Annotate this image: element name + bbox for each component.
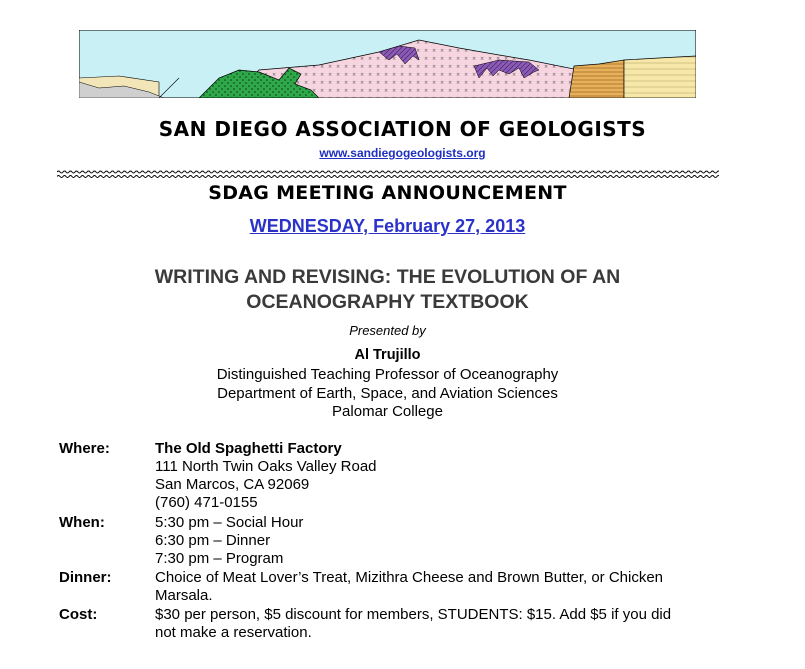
address-line: San Marcos, CA 92069 [155,476,310,493]
venue-name: The Old Spaghetti Factory [155,440,342,457]
when-value [155,514,725,568]
phone-number: (760) 471-0155 [155,494,258,511]
affiliation-line: Department of Earth, Space, and Aviation Sciences [217,384,558,402]
speaker-affiliation [0,366,775,422]
cost-line: not make a reservation. [155,624,312,641]
dinner-label: Dinner: [59,569,112,586]
meeting-date: WEDNESDAY, February 27, 2013 [249,216,526,236]
cost-label: Cost: [59,606,98,623]
talk-title [0,265,775,315]
schedule-item: 5:30 pm – Social Hour [155,514,304,531]
dinner-line: Marsala. [155,587,213,604]
presented-by: Presented by [349,323,426,338]
talk-title-line-2: OCEANOGRAPHY TEXTBOOK [246,291,529,313]
dinner-value [155,569,725,605]
where-label: Where: [59,440,110,457]
org-title: SAN DIEGO ASSOCIATION OF GEOLOGISTS [158,117,647,141]
cost-line: $30 per person, $5 discount for members, STUDENTS: $15. Add $5 if you did [155,606,672,623]
announcement-heading: SDAG MEETING ANNOUNCEMENT [208,182,567,204]
org-website-link[interactable]: www.sandiegogeologists.org [319,146,486,160]
dinner-line: Choice of Meat Lover’s Treat, Mizithra Cheese and Brown Butter, or Chicken [155,569,664,586]
speaker-name: Al Trujillo [354,347,421,363]
schedule-item: 6:30 pm – Dinner [155,532,271,549]
when-label: When: [59,514,105,531]
talk-title-line-1: WRITING AND REVISING: THE EVOLUTION OF AN [154,266,621,288]
schedule-item: 7:30 pm – Program [155,550,284,567]
cost-value [155,606,725,642]
geology-banner [79,30,696,98]
affiliation-line: Distinguished Teaching Professor of Oceanography [216,366,559,383]
wavy-divider [57,168,719,180]
where-value [155,440,725,512]
affiliation-line: Palomar College [332,403,443,420]
address-line: 111 North Twin Oaks Valley Road [155,458,377,475]
